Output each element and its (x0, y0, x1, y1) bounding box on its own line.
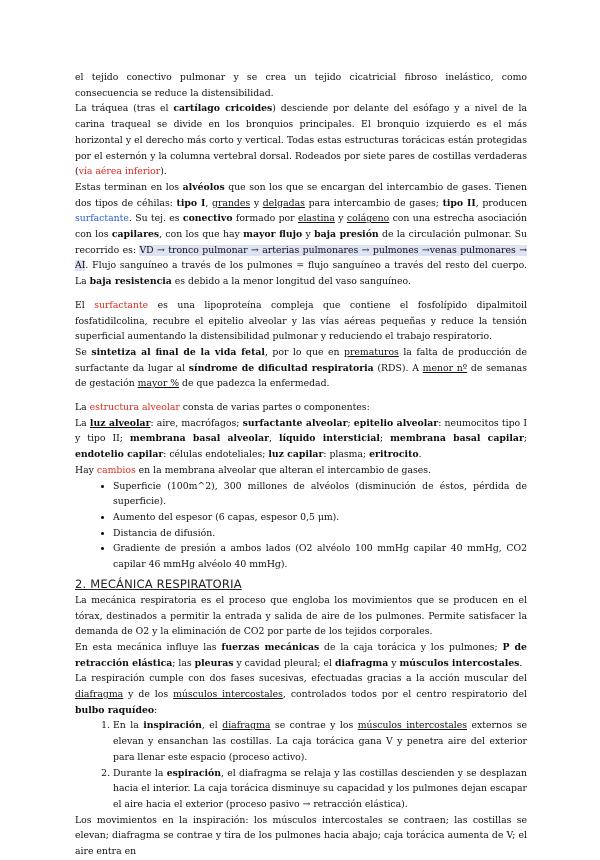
list-item: • Aumento del espesor (6 capas, espesor 0,5 μm). (113, 510, 527, 526)
surfactante-paragraph: El surfactante es una lipoproteína compleja que contiene el fosfolípido dipalmitoil fosfatidilcolina, recubre el epitelio alveolar y las vías aéreas pequeñas y reduce la tensión superficial aumentando la distensibilidad pulmonar y reduciendo el trabajo respiratorio. (75, 299, 527, 343)
list-item: • Gradiente de presión a ambos lados (O2 alvéolo 100 mmHg capilar 40 mmHg, CO2 capilar 46 mmHg alvéolo 40 mmHg). (113, 541, 527, 572)
list-item: • Distancia de difusión. (113, 526, 527, 542)
components-paragraph: La luz alveolar: aire, macrófagos; surfactante alveolar; epitelio alveolar: neumocitos tipo I y tipo II; membrana basal alveolar, líquido intersticial; membrana basal capilar; endotelio capilar: células endoteliales; luz capilar: plasma; eritrocito. (75, 417, 527, 461)
list-item: 1. En la inspiración, el diafragma se contrae y los músculos intercostales externos se elevan y ensanchan las costillas. La caja torácica gana V y penetra aire del exterior para llenar este espacio (proceso activo). (113, 718, 527, 765)
final-paragraph: Los movimientos en la inspiración: los músculos intercostales se contraen; las costillas se elevan; diafragma se contrae y tira de los pulmones hacia abajo; caja torácica aumenta de V; el aire entra en (75, 814, 527, 858)
cambios-paragraph: Hay cambios en la membrana alveolar que alteran el intercambio de gases. (75, 464, 432, 476)
circulation-route-highlight: VD → tronco pulmonar → arterias pulmonares → pulmones →venas pulmonares → AI (75, 244, 527, 272)
cambios-list (75, 479, 527, 573)
fuerzas-paragraph: En esta mecánica influye las fuerzas mecánicas de la caja torácica y los pulmones; P de retracción elástica; las pleuras y cavidad pleural; el diafragma y músculos intercostales. (75, 641, 527, 669)
alveolos-paragraph: Estas terminan en los alvéolos que son los que se encargan del intercambio de gases. Tienen dos tipos de céhilas: tipo I, grandes y delgadas para intercambio de gases; tipo II, producen surfactante. Su tej. es conectivo formado por elastina y colágeno con una estrecha asociación con los capilares, con los que hay mayor flujo y baja presión de la circulación pulmonar. Su recorrido es: VD → tronco pulmonar → arterias pulmonares → pulmones →venas pulmonares → AI. Flujo sanguíneo a través de los pulmones = flujo sanguíneo a través del resto del cuerpo. La baja resistencia es debido a la menor longitud del vaso sanguíneo. (75, 181, 528, 288)
document-body (75, 70, 527, 860)
trachea-paragraph: La tráquea (tras el cartílago cricoides) desciende por delante del esófago y a nivel de la carina traqueal se divide en los bronquios principales. El bronquio izquierdo es el más horizontal y el derecho más corto y vertical. Todas estas estructuras torácicas están protegidas por el esternón y la columna vertebral dorsal. Rodeados por siete pares de costillas verdaderas (vía aérea inferior). (75, 103, 528, 178)
intro-paragraph: el tejido conectivo pulmonar y se crea un tejido cicatricial fibroso inelástico, como consecuencia se reduce la distensibilidad. (75, 72, 527, 99)
mecanica-paragraph: La mecánica respiratoria es el proceso que engloba los movimientos que se producen en el tórax, destinados a permitir la entrada y salida de aire de los pulmones. Permite satisfacer la demanda de O2 y la eliminación de CO2 por parte de los tejidos corporales. (75, 594, 527, 638)
estructura-paragraph: La estructura alveolar consta de varias partes o componentes: (75, 402, 370, 414)
list-item: 2. Durante la espiración, el diafragma se relaja y las costillas descienden y se desplazan hacia el interior. La caja torácica disminuye su capacidad y los pulmones dejan escapar el aire hacia el exterior (proceso pasivo → retracción elástica). (113, 766, 527, 813)
fases-list (75, 718, 527, 812)
fases-paragraph: La respiración cumple con dos fases sucesivas, efectuadas gracias a la acción muscular del diafragma y de los músculos intercostales, controlados todos por el centro respiratorio del bulbo raquídeo: (75, 673, 527, 716)
section-heading: 2. MECÁNICA RESPIRATORIA (75, 576, 242, 591)
list-item: • Superficie (100m^2), 300 millones de alvéolos (disminución de éstos, pérdida de superficie). (113, 479, 527, 510)
fetal-paragraph: Se sintetiza al final de la vida fetal, por lo que en prematuros la falta de producción de surfactante da lugar al síndrome de dificultad respiratoria (RDS). A menor nº de semanas de gestación mayor % de que padezca la enfermedad. (75, 346, 527, 390)
